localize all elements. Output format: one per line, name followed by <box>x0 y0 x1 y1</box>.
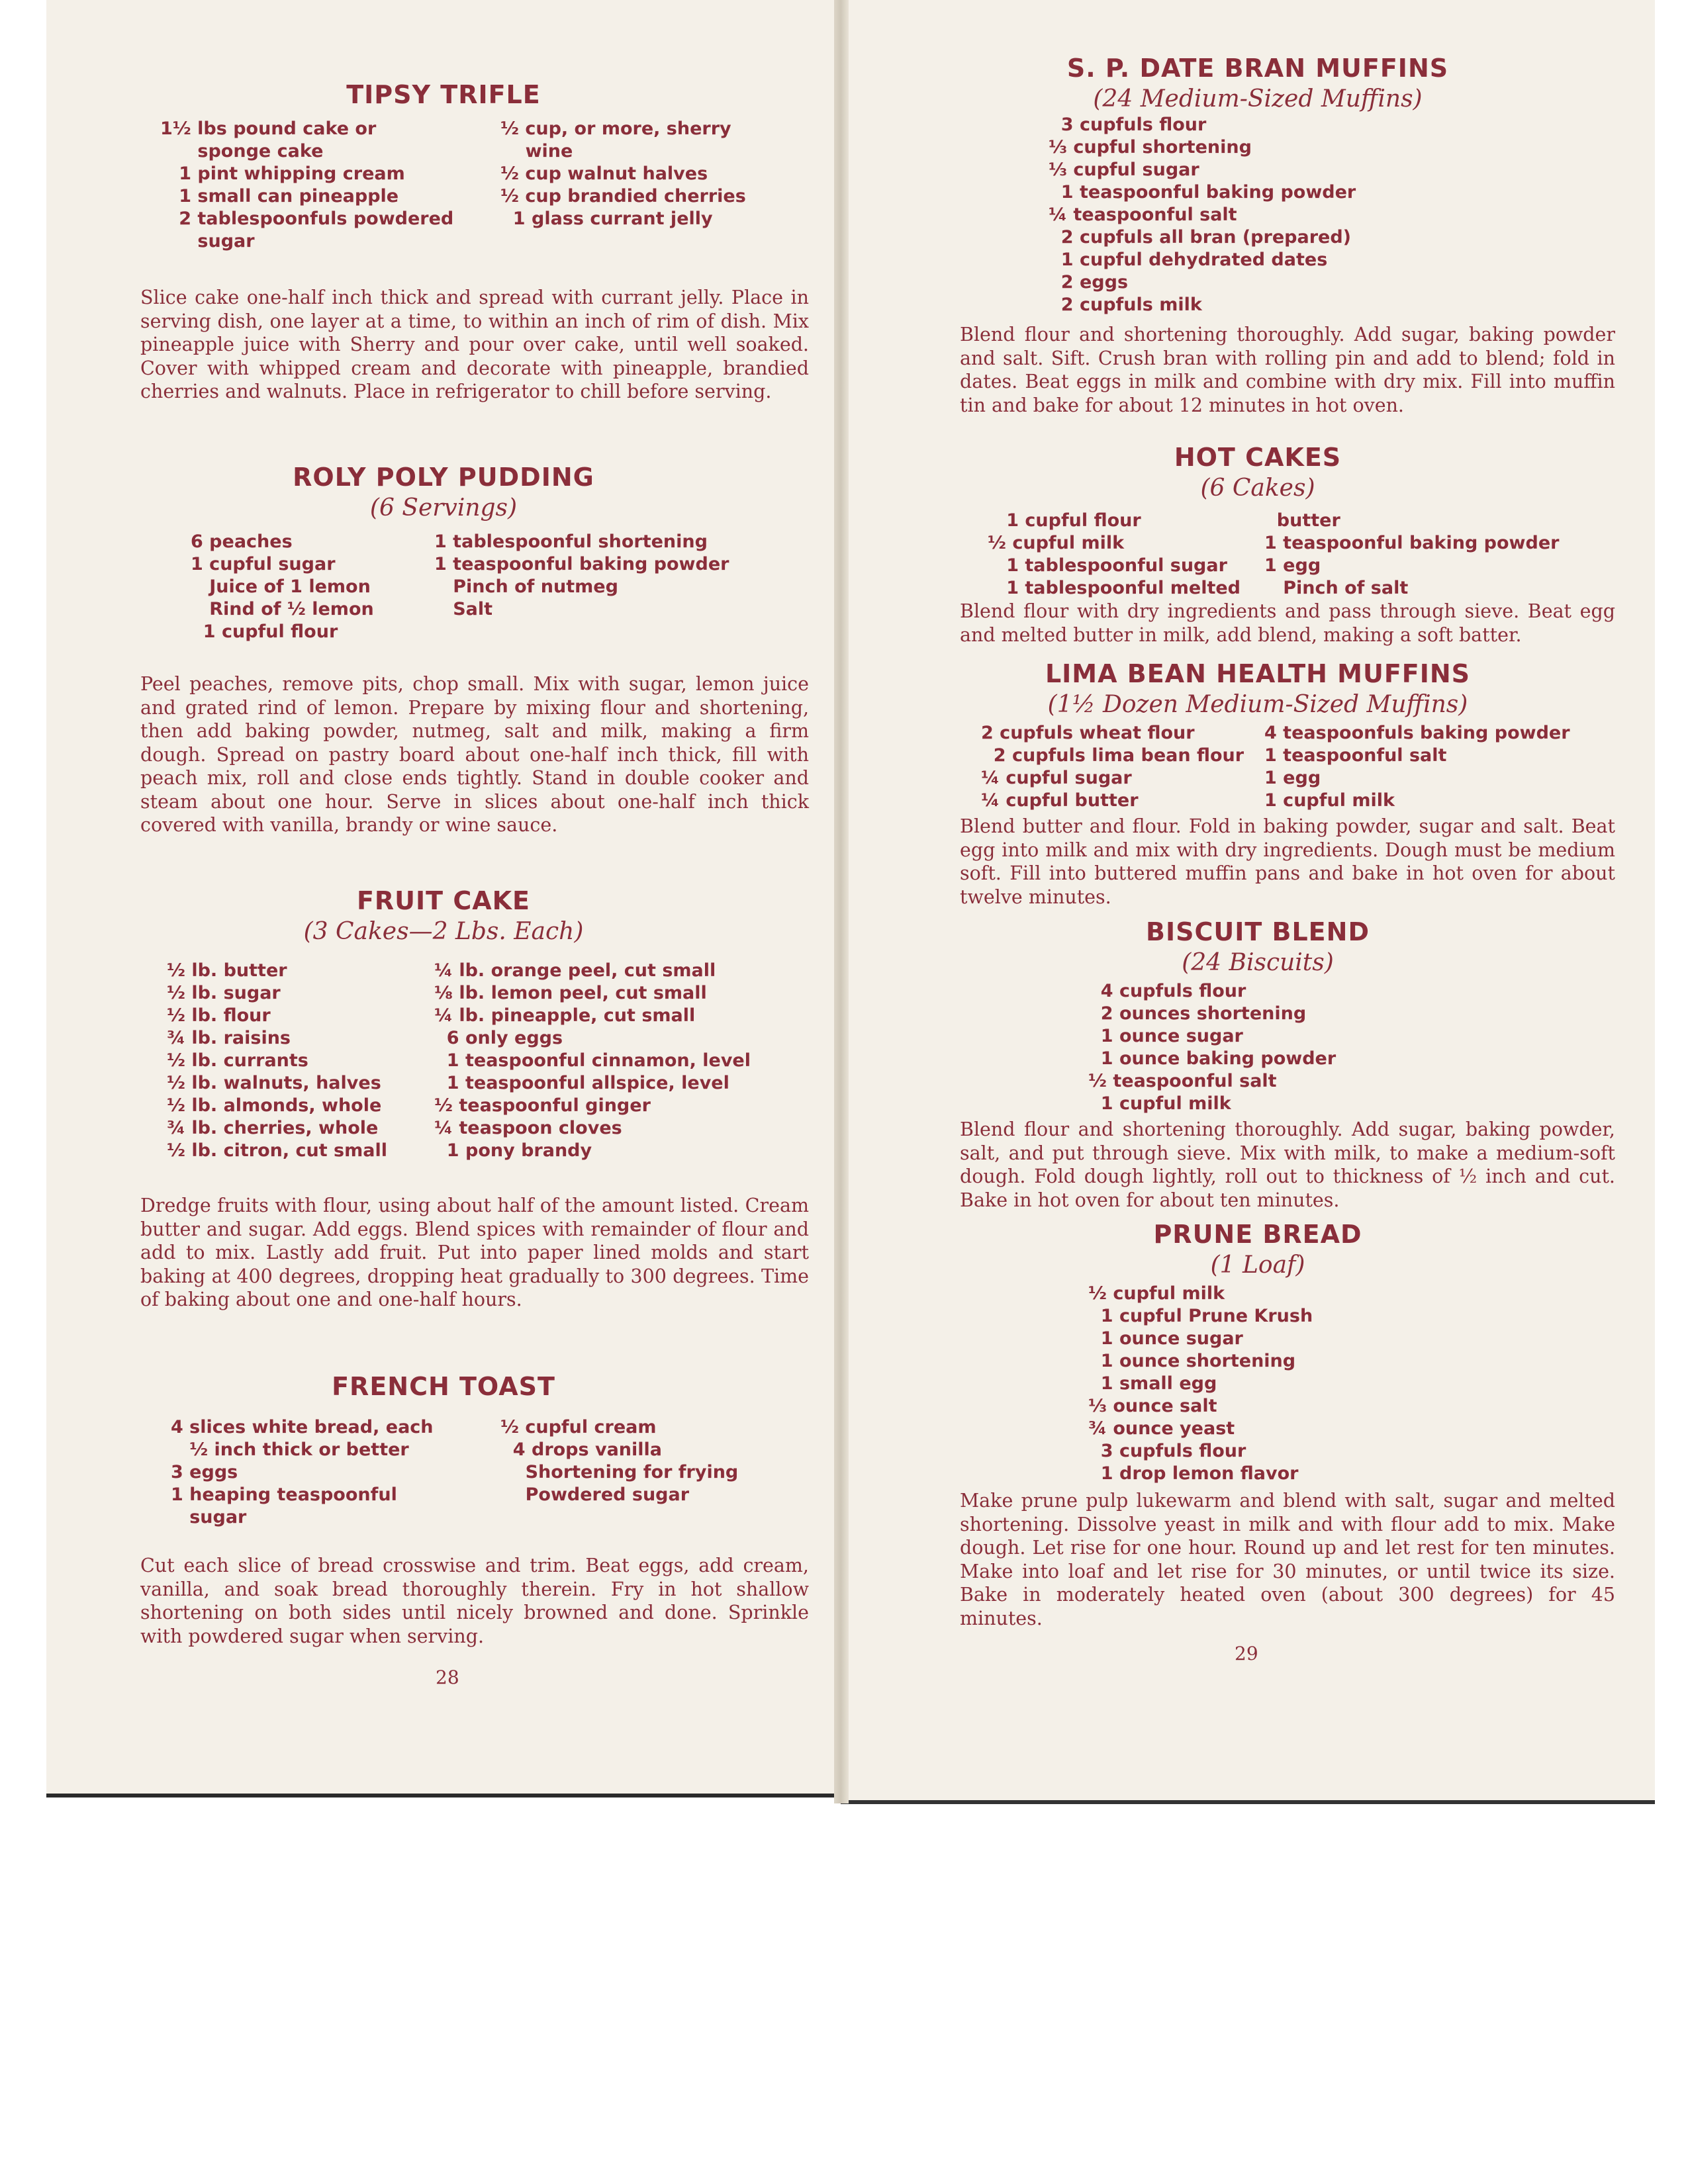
recipe-yield: (1½ Dozen Medium-Sized Muffins) <box>1047 691 1468 718</box>
ingredient-list: 4 cupfuls flour 2 ounces shortening 1 ounce sugar 1 ounce baking powder ½ teaspoonful salt 1 cupful milk <box>1088 981 1336 1114</box>
ingredient-list: 1 cupful flour ½ cupful milk 1 tablespoonful sugar 1 tablespoonful melted <box>988 510 1241 598</box>
recipe-yield: (24 Biscuits) <box>1182 949 1334 976</box>
book-gutter <box>834 0 849 1803</box>
recipe-title: FRUIT CAKE <box>356 886 531 915</box>
ingredient-list: 1 tablespoonful shortening 1 teaspoonful baking powder Pinch of nutmeg Salt <box>434 531 729 619</box>
recipe-title: ROLY POLY PUDDING <box>293 463 594 492</box>
biscuit-blend-recipe <box>841 917 1655 1211</box>
recipe-directions: Blend flour and shortening thoroughly. Add sugar, baking powder, salt, and put through sieve. Mix with milk, to make a medium-soft dough. Fold dough lightly, roll out to thickness of ½ inch and cut. Bake in hot oven for about ten minutes. <box>960 1118 1615 1211</box>
fruit-cake-recipe <box>46 886 841 1310</box>
recipe-directions: Slice cake one-half inch thick and spread with currant jelly. Place in serving dish, one layer at a time, to within an inch of rim of dish. Mix pineapple juice with Sherry and pour over cake, until well soaked. Cover with whipped cream and decorate with pineapple, brandied cherries and walnuts. Place in refrigerator to chill before serving. <box>140 287 809 402</box>
recipe-directions: Make prune pulp lukewarm and blend with salt, sugar and melted shortening. Dissolve yeast in milk and with flour add to mix. Make dough. Let rise for one hour. Round up and let rest for ten minutes. Make into loaf and let rise for 30 minutes, or until twice its size. Bake in moderately heated oven (about 300 degrees) for 45 minutes. <box>960 1490 1615 1629</box>
recipe-yield: (24 Medium-Sized Muffins) <box>1093 85 1423 113</box>
ingredient-list: butter 1 teaspoonful baking powder 1 egg Pinch of salt <box>1264 510 1560 598</box>
recipe-directions: Blend butter and flour. Fold in baking powder, sugar and salt. Beat egg into milk and mix with dry ingredients. Dough must be medium soft. Fill into buttered muffin pans and bake in hot oven for about twelve minutes. <box>960 815 1615 908</box>
recipe-directions: Blend flour with dry ingredients and pass through sieve. Beat egg and melted butter in milk, add blend, making a soft batter. <box>960 600 1615 646</box>
recipe-title: FRENCH TOAST <box>332 1372 555 1401</box>
ingredient-list: 2 cupfuls wheat flour 2 cupfuls lima bean flour ¼ cupful sugar ¼ cupful butter <box>981 723 1244 811</box>
left-page <box>46 0 841 1797</box>
recipe-directions: Dredge fruits with flour, using about half of the amount listed. Cream butter and sugar. Add eggs. Blend spices with remainder of flour and add to mix. Lastly add fruit. Put into paper lined molds and start baking at 400 degrees, dropping heat gradually to 300 degrees. Time of baking about one and one-half hours. <box>140 1195 809 1310</box>
page-number: 29 <box>1235 1643 1258 1664</box>
recipe-title: S. P. DATE BRAN MUFFINS <box>1066 54 1449 83</box>
tipsy-trifle-recipe <box>46 79 841 402</box>
ingredient-list: 4 teaspoonfuls baking powder 1 teaspoonful salt 1 egg 1 cupful milk <box>1264 723 1570 811</box>
recipe-yield: (6 Cakes) <box>1200 475 1315 502</box>
recipe-directions: Blend flour and shortening thoroughly. Add sugar, baking powder and salt. Sift. Crush bran with rolling pin and add to blend; fold in dates. Beat eggs in milk and combine with dry mix. Fill into muffin tin and bake for about 12 minutes in hot oven. <box>960 324 1615 416</box>
ingredient-list: ½ cupful cream 4 drops vanilla Shortening for frying Powdered sugar <box>500 1417 739 1505</box>
ingredient-list: 3 cupfuls flour ⅓ cupful shortening ⅓ cupful sugar 1 teaspoonful baking powder ¼ teaspoonful salt 2 cupfuls all bran (prepared) 1 cupful dehydrated dates 2 eggs 2 cupfuls milk <box>1049 114 1356 315</box>
recipe-yield: (6 Servings) <box>369 494 518 522</box>
recipe-title: BISCUIT BLEND <box>1146 917 1370 946</box>
hot-cakes-recipe <box>841 442 1655 646</box>
ingredient-list: ½ lb. butter ½ lb. sugar ½ lb. flour ¾ lb. raisins ½ lb. currants ½ lb. walnuts, halves ½ lb. almonds, whole ¾ lb. cherries, whole ½ lb. citron, cut small <box>167 960 387 1161</box>
ingredient-list: 1½ lbs pound cake or sponge cake 1 pint whipping cream 1 small can pineapple 2 tablespoonfuls powdered sugar <box>160 118 454 251</box>
right-page <box>841 0 1655 1804</box>
recipe-title: LIMA BEAN HEALTH MUFFINS <box>1045 659 1471 688</box>
ingredient-list: 4 slices white bread, each ½ inch thick or better 3 eggs 1 heaping teaspoonful sugar <box>171 1417 434 1527</box>
ingredient-list: 6 peaches 1 cupful sugar Juice of 1 lemon Rind of ½ lemon 1 cupful flour <box>191 531 374 642</box>
recipe-title: TIPSY TRIFLE <box>346 80 541 109</box>
recipe-yield: (1 Loaf) <box>1210 1251 1305 1279</box>
recipe-title: HOT CAKES <box>1174 443 1342 472</box>
cookbook-spread <box>46 0 1655 1807</box>
page-number: 28 <box>436 1666 459 1688</box>
prune-bread-recipe <box>841 1219 1655 1629</box>
recipe-title: PRUNE BREAD <box>1153 1220 1362 1249</box>
recipe-yield: (3 Cakes—2 Lbs. Each) <box>303 918 584 945</box>
lima-bean-muffins-recipe <box>841 659 1655 908</box>
roly-poly-pudding-recipe <box>46 462 841 836</box>
ingredient-list: ¼ lb. orange peel, cut small ⅛ lb. lemon peel, cut small ¼ lb. pineapple, cut small 6 only eggs 1 teaspoonful cinnamon, level 1 teaspoonful allspice, level ½ teaspoonful ginger ¼ teaspoon cloves 1 pony brandy <box>434 960 751 1161</box>
french-toast-recipe <box>46 1371 841 1647</box>
ingredient-list: ½ cup, or more, sherry wine ½ cup walnut halves ½ cup brandied cherries 1 glass currant jelly <box>500 118 746 229</box>
ingredient-list: ½ cupful milk 1 cupful Prune Krush 1 ounce sugar 1 ounce shortening 1 small egg ⅓ ounce salt ¾ ounce yeast 3 cupfuls flour 1 drop lemon flavor <box>1088 1283 1313 1484</box>
recipe-directions: Peel peaches, remove pits, chop small. Mix with sugar, lemon juice and grated rind of lemon. Prepare by mixing flour and shortening, then add baking powder, nutmeg, salt and milk, making a firm dough. Spread on pastry board about one-half inch thick, fill with peach mix, roll and close ends tightly. Stand in double cooker and steam about one hour. Serve in slices about one-half inch thick covered with vanilla, brandy or wine sauce. <box>140 673 809 836</box>
date-bran-muffins-recipe <box>841 53 1655 416</box>
recipe-directions: Cut each slice of bread crosswise and trim. Beat eggs, add cream, vanilla, and soak bread thoroughly therein. Fry in hot shallow shortening on both sides until nicely browned and done. Sprinkle with powdered sugar when serving. <box>140 1555 809 1647</box>
